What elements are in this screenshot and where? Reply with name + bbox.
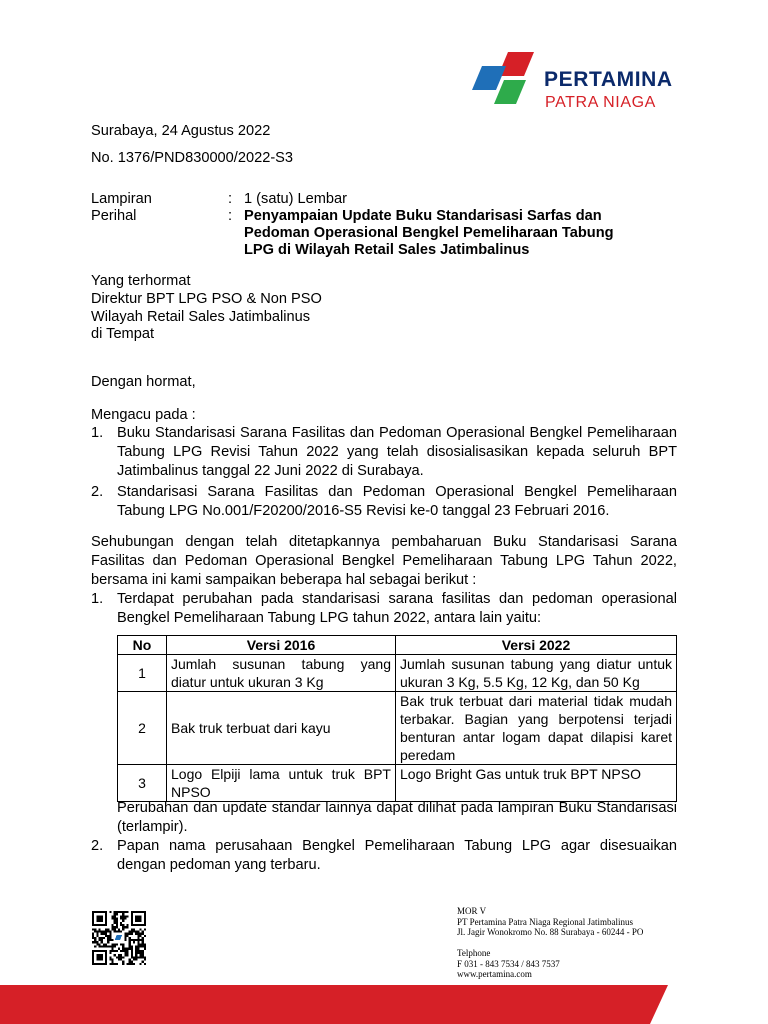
- perihal-line-2: Pedoman Operasional Bengkel Pemeliharaan Tabung: [244, 225, 614, 241]
- point-1: [91, 590, 677, 628]
- recipient-line-3: Wilayah Retail Sales Jatimbalinus: [91, 309, 310, 325]
- point-1-note: Perubahan dan update standar lainnya dapat dilihat pada lampiran Buku Standarisasi (terlampir).: [117, 800, 677, 835]
- version-2016-cell: Bak truk terbuat dari kayu: [167, 692, 396, 765]
- table-row: [118, 692, 677, 765]
- qr-code-icon: [92, 911, 146, 965]
- version-2022-cell: Jumlah susunan tabung yang diatur untuk ukuran 3 Kg, 5.5 Kg, 12 Kg, dan 50 Kg: [396, 655, 677, 692]
- perihal-line-1: Penyampaian Update Buku Standarisasi Sarfas dan: [244, 208, 602, 224]
- reference-number: 1.: [91, 425, 104, 441]
- footer-line-7: www.pertamina.com: [457, 969, 532, 979]
- perihal-line-3: LPG di Wilayah Retail Sales Jatimbalinus: [244, 242, 530, 258]
- pertamina-emblem-icon: [468, 48, 540, 118]
- reference-text: Standarisasi Sarana Fasilitas dan Pedoman Operasional Bengkel Pemeliharaan Tabung LPG No.001/F20200/2016-S5 Revisi ke-0 tanggal 23 Februari 2016.: [117, 484, 677, 519]
- version-2022-cell: Bak truk terbuat dari material tidak mudah terbakar. Bagian yang berpotensi terjadi benturan antar logam dapat dilapisi karet peredam: [396, 692, 677, 765]
- reference-intro: Mengacu pada :: [91, 407, 196, 423]
- row-number: 1: [118, 655, 167, 692]
- lampiran-colon: :: [228, 191, 233, 207]
- table-row: [118, 765, 677, 802]
- recipient-line-2: Direktur BPT LPG PSO & Non PSO: [91, 291, 322, 307]
- footer-address: [457, 906, 643, 980]
- header-version-2022: Versi 2022: [396, 636, 677, 655]
- point-2: [91, 837, 677, 875]
- header-no: No: [118, 636, 167, 655]
- version-2016-cell: Logo Elpiji lama untuk truk BPT NPSO: [167, 765, 396, 802]
- footer-line-6: F 031 - 843 7534 / 843 7537: [457, 958, 560, 969]
- letter-number: No. 1376/PND830000/2022-S3: [91, 150, 294, 166]
- point-2-text: Papan nama perusahaan Bengkel Pemeliharaan Tabung LPG agar disesuaikan dengan pedoman yang terbaru.: [117, 838, 677, 873]
- lampiran-value: 1 (satu) Lembar: [244, 191, 348, 207]
- point-number: 1.: [91, 591, 104, 607]
- recipient-line-1: Yang terhormat: [91, 273, 191, 289]
- lampiran-label: Lampiran: [91, 191, 152, 207]
- perihal-colon: :: [228, 208, 233, 224]
- version-2016-cell: Jumlah susunan tabung yang diatur untuk ukuran 3 Kg: [167, 655, 396, 692]
- reference-list: [91, 424, 677, 521]
- reference-item-1: [91, 424, 677, 481]
- point-number: 2.: [91, 838, 104, 854]
- row-number: 3: [118, 765, 167, 802]
- footer-line-1: MOR V: [457, 906, 487, 916]
- pertamina-logo: [468, 48, 698, 118]
- point-1-item: [91, 590, 677, 628]
- point-2-item: [91, 837, 677, 875]
- recipient-line-4: di Tempat: [91, 326, 155, 342]
- point-1-text: Terdapat perubahan pada standarisasi sarana fasilitas dan pedoman operasional Bengkel Pemeliharaan Tabung LPG tahun 2022, antara lain yaitu:: [117, 591, 677, 626]
- greeting: Dengan hormat,: [91, 374, 196, 390]
- brand-name: PERTAMINA: [544, 68, 673, 91]
- reference-number: 2.: [91, 484, 104, 500]
- row-number: 2: [118, 692, 167, 765]
- footer-spacer: [457, 938, 643, 949]
- reference-text: Buku Standarisasi Sarana Fasilitas dan Pedoman Operasional Bengkel Pemeliharaan Tabung LPG Revisi Tahun 2022 yang telah disosialisasikan kepada seluruh BPT Jatimbalinus tanggal 22 Juni 2022 di Surabaya.: [117, 425, 677, 479]
- table-header-row: [118, 636, 677, 655]
- footer-line-5: Telphone: [457, 948, 491, 958]
- footer-line-2: PT Pertamina Patra Niaga Regional Jatimbalinus: [457, 916, 634, 927]
- footer-brand-bar: [0, 985, 768, 1024]
- place-date: Surabaya, 24 Agustus 2022: [91, 123, 271, 139]
- header-version-2016: Versi 2016: [167, 636, 396, 655]
- body-intro: Sehubungan dengan telah ditetapkannya pembaharuan Buku Standarisasi Sarana Fasilitas dan Pedoman Operasional Bengkel Pemeliharaan Tabung LPG Tahun 2022, bersama ini kami sampaikan beberapa hal sebagai berikut :: [91, 534, 677, 588]
- perihal-label: Perihal: [91, 208, 137, 224]
- standard-change-table: [117, 635, 677, 802]
- footer-line-3: Jl. Jagir Wonokromo No. 88 Surabaya - 60244 - PO: [457, 927, 644, 937]
- version-2022-cell: Logo Bright Gas untuk truk BPT NPSO: [396, 765, 677, 802]
- reference-item-2: [91, 483, 677, 521]
- table-row: [118, 655, 677, 692]
- brand-subname: PATRA NIAGA: [545, 94, 656, 111]
